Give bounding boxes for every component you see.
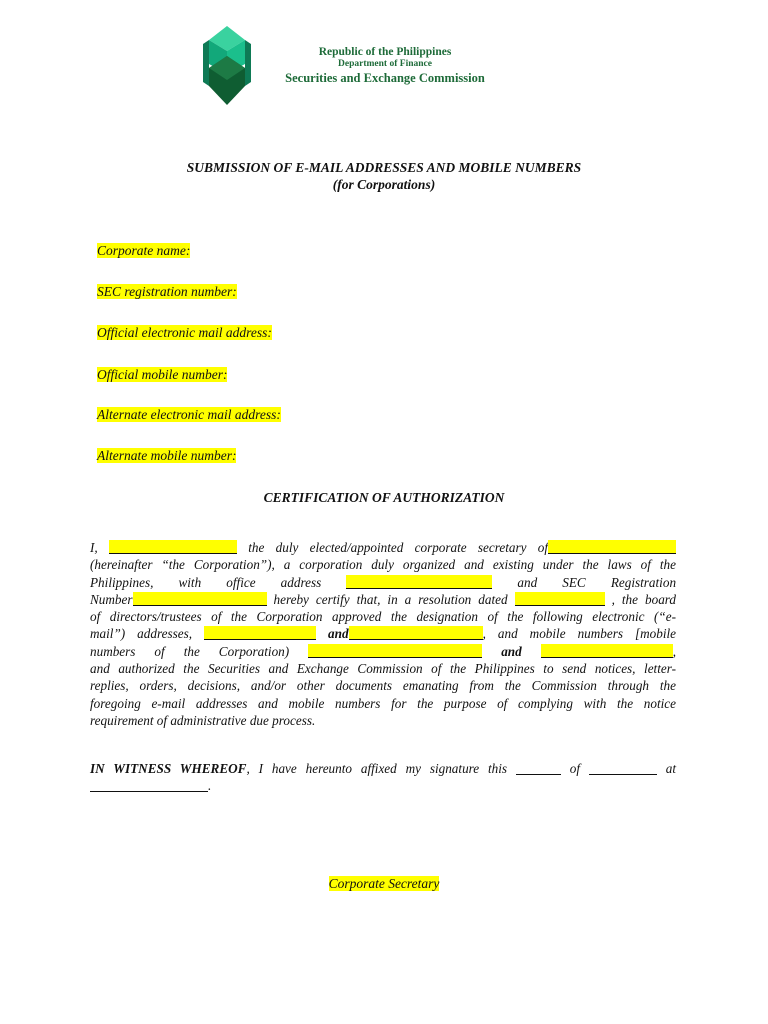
- cert-line-11: requirement of administrative due process.: [90, 712, 316, 728]
- blank-signature-place[interactable]: [90, 778, 208, 792]
- field-sec-registration: SEC registration number:: [97, 284, 237, 299]
- field-corporate-name: Corporate name:: [97, 243, 191, 258]
- cert-line-4: Number hereby certify that, in a resolution dated , the board: [90, 591, 677, 607]
- commission-line: Securities and Exchange Commission: [285, 71, 485, 85]
- cert-line-3: Philippines, with office address and SEC Registration: [90, 574, 677, 590]
- page-title: SUBMISSION OF E-MAIL ADDRESSES AND MOBILE NUMBERS: [186, 160, 582, 175]
- witness-line-2: .: [90, 777, 676, 794]
- field-official-mobile: Official mobile number:: [97, 367, 228, 382]
- cert-line-1: I, the duly elected/appointed corporate secretary of: [90, 539, 676, 556]
- blank-resolution-date[interactable]: [515, 592, 605, 606]
- cert-line-8: and authorized the Securities and Exchange Commission of the Philippines to send notices, letter-: [90, 661, 676, 677]
- field-official-email: Official electronic mail address:: [97, 325, 272, 340]
- cert-line-7: numbers of the Corporation) and ,: [90, 643, 677, 659]
- field-alternate-mobile: Alternate mobile number:: [97, 448, 237, 463]
- signature-label: Corporate Secretary: [328, 876, 440, 891]
- certification-body: [90, 539, 676, 729]
- blank-corporation-name[interactable]: [548, 540, 676, 554]
- blank-email-address-1[interactable]: [204, 626, 316, 640]
- department-line: Department of Finance: [338, 59, 432, 69]
- blank-signature-month[interactable]: [589, 761, 657, 775]
- blank-signature-day[interactable]: [516, 761, 561, 775]
- cert-line-9: replies, orders, decisions, and/or other documents emanating from the Commission through the: [90, 678, 676, 694]
- page-subtitle: (for Corporations): [332, 177, 436, 192]
- blank-email-address-2[interactable]: [349, 626, 483, 640]
- witness-paragraph: [90, 760, 676, 795]
- blank-secretary-name[interactable]: [109, 540, 237, 554]
- blank-mobile-number-2[interactable]: [541, 644, 673, 658]
- cert-line-5: of directors/trustees of the Corporation approved the designation of the following electronic (“e-: [90, 609, 676, 625]
- cert-line-10: foregoing e-mail addresses and mobile numbers for the purpose of complying with the notice: [90, 695, 676, 711]
- witness-line-1: IN WITNESS WHEREOF, I have hereunto affixed my signature this of at: [90, 761, 677, 776]
- cert-line-6: mail”) addresses, and , and mobile numbers [mobile: [90, 626, 677, 642]
- republic-line: Republic of the Philippines: [318, 46, 452, 58]
- cert-line-2: (hereinafter “the Corporation”), a corporation duly organized and existing under the laws of the: [90, 557, 676, 573]
- field-alternate-email: Alternate electronic mail address:: [97, 407, 281, 422]
- blank-office-address[interactable]: [346, 575, 492, 589]
- certification-heading: CERTIFICATION OF AUTHORIZATION: [263, 490, 505, 505]
- blank-registration-number[interactable]: [133, 592, 267, 606]
- sec-logo-icon: [203, 26, 251, 105]
- agency-header: [260, 45, 510, 87]
- blank-mobile-number-1[interactable]: [308, 644, 482, 658]
